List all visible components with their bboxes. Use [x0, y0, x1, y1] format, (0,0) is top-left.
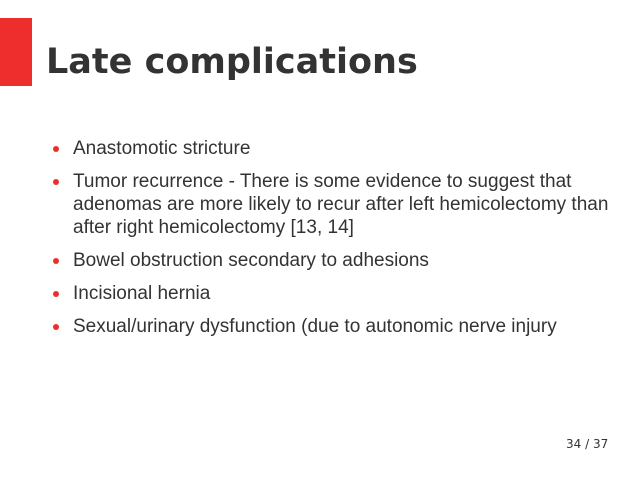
- bullet-text: Incisional hernia: [73, 283, 211, 304]
- bullet-list: [52, 137, 612, 348]
- title-accent-bar: [0, 18, 32, 86]
- bullet-text: Bowel obstruction secondary to adhesions: [73, 250, 429, 271]
- bullet-item: [52, 315, 612, 338]
- bullet-text: Tumor recurrence - There is some evidence to suggest that adenomas are more likely to recur after left hemicolectomy than after right hemicolectomy [13, 14]: [73, 171, 609, 238]
- page-number: 34 / 37: [566, 437, 609, 451]
- bullet-dot-icon: [53, 146, 59, 152]
- bullet-text: Anastomotic stricture: [73, 138, 251, 159]
- bullet-item: [52, 249, 612, 272]
- bullet-text: Sexual/urinary dysfunction (due to autonomic nerve injury: [73, 316, 557, 337]
- bullet-item: [52, 170, 612, 239]
- bullet-dot-icon: [53, 179, 59, 185]
- bullet-item: [52, 282, 612, 305]
- bullet-dot-icon: [53, 291, 59, 297]
- bullet-dot-icon: [53, 324, 59, 330]
- bullet-dot-icon: [53, 258, 59, 264]
- slide-title: Late complications: [46, 42, 418, 82]
- bullet-item: [52, 137, 612, 160]
